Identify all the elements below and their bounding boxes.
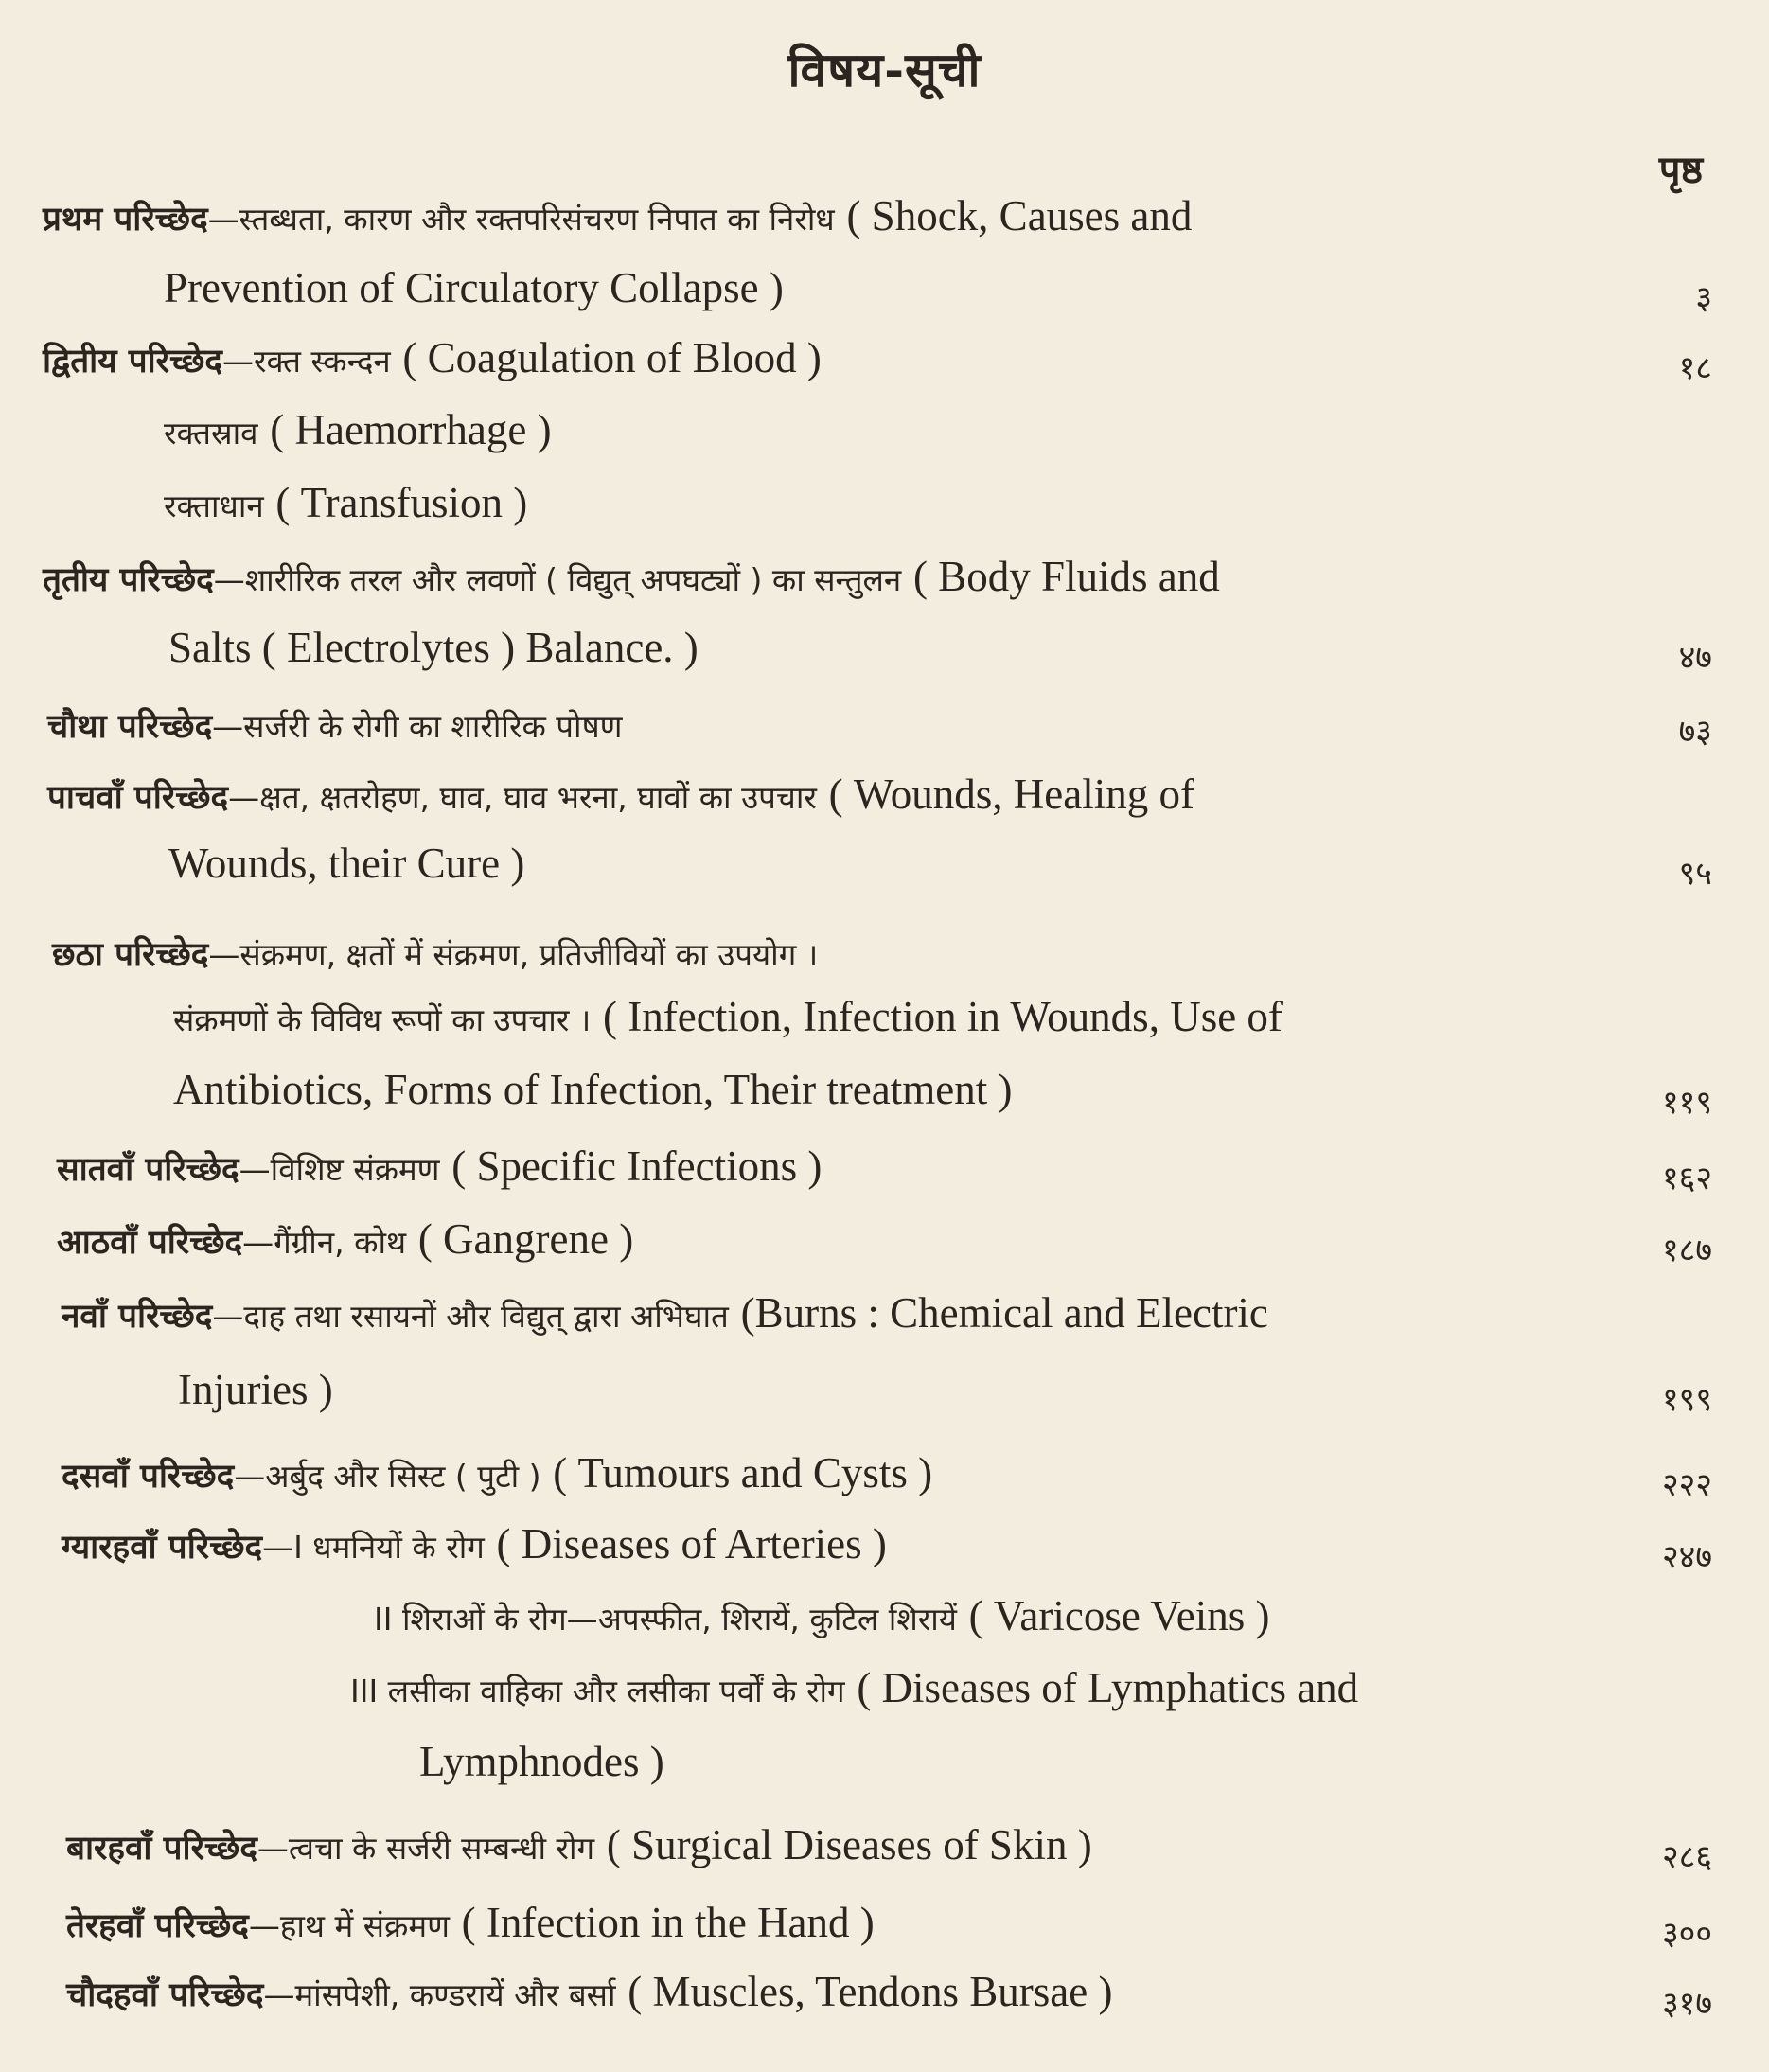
page-number: ७३ [1678, 713, 1712, 751]
english-title-cont: Prevention of Circulatory Collapse ) [164, 264, 784, 311]
toc-entry-9-line-1 [62, 1290, 1268, 1337]
page-title: विषय-सूची [787, 42, 982, 97]
toc-entry-13 [66, 1900, 875, 1947]
chapter-label: प्रथम परिच्छेद [43, 201, 208, 239]
hindi-title: —क्षत, क्षतरोहण, घाव, घाव भरना, घावों का उपचार [228, 779, 817, 816]
hindi-title: —दाह तथा रसायनों और विद्युत् द्वारा अभिघात [212, 1298, 729, 1335]
english-title-cont: Wounds, their Cure ) [168, 840, 525, 887]
page-number: २२२ [1661, 1466, 1712, 1504]
english-title: ( Haemorrhage ) [270, 406, 552, 453]
page-number: २४७ [1661, 1538, 1712, 1576]
page-number: ४७ [1678, 639, 1712, 677]
page-number: ११९ [1661, 1084, 1712, 1122]
english-title: ( Infection, Infection in Wounds, Use of [603, 993, 1283, 1040]
toc-subentry-veins [374, 1593, 1270, 1640]
toc-entry-6-line-2 [173, 994, 1283, 1041]
page-number: १६२ [1661, 1160, 1712, 1197]
toc-entry-1-line-2 [164, 265, 784, 312]
english-title: ( Tumours and Cysts ) [553, 1449, 933, 1496]
toc-entry-2 [43, 335, 822, 382]
english-title: ( Diseases of Lymphatics and [857, 1664, 1359, 1711]
english-title: (Burns : Chemical and Electric [740, 1289, 1268, 1337]
english-title: ( Diseases of Arteries ) [496, 1520, 887, 1567]
chapter-label: चौदहवाँ परिच्छेद [66, 1976, 264, 2014]
toc-subentry-transfusion [164, 480, 527, 527]
hindi-title: —स्तब्धता, कारण और रक्तपरिसंचरण निपात का निरोध [207, 201, 835, 238]
page-number: २८६ [1661, 1838, 1712, 1876]
hindi-title: —गैंग्रीन, कोथ [242, 1224, 407, 1261]
english-title: ( Wounds, Healing of [828, 770, 1194, 818]
hindi-title: —I धमनियों के रोग [262, 1529, 485, 1566]
chapter-label: द्वितीय परिच्छेद [43, 343, 222, 381]
english-title: ( Infection in the Hand ) [461, 1899, 875, 1946]
page-number: १८ [1678, 349, 1712, 387]
hindi-title: —सर्जरी के रोगी का शारीरिक पोषण [212, 708, 623, 745]
english-title: ( Body Fluids and [912, 553, 1220, 600]
chapter-label: पाचवाँ परिच्छेद [47, 779, 229, 817]
hindi-title: —हाथ में संक्रमण [248, 1907, 450, 1944]
chapter-label: दसवाँ परिच्छेद [62, 1458, 235, 1496]
english-title-cont: Lymphnodes ) [419, 1738, 664, 1785]
hindi-title: —मांसपेशी, कण्डरायें और बर्सा [263, 1976, 616, 2013]
page-number: ३०० [1661, 1915, 1712, 1953]
english-title-cont: Injuries ) [178, 1366, 333, 1413]
hindi-title: —त्वचा के सर्जरी सम्बन्धी रोग [257, 1830, 595, 1867]
page-number: ९५ [1678, 855, 1712, 893]
toc-subentry-lymphatics-line-1 [350, 1665, 1358, 1712]
hindi-title: —संक्रमण, क्षतों में संक्रमण, प्रतिजीवियों का उपयोग । [208, 936, 819, 973]
toc-entry-3-line-1 [43, 554, 1220, 601]
page-number: १८७ [1661, 1231, 1712, 1269]
hindi-title: —विशिष्ट संक्रमण [239, 1151, 440, 1188]
chapter-label: तृतीय परिच्छेद [43, 561, 214, 599]
page-number: १९९ [1661, 1381, 1712, 1419]
english-title: ( Shock, Causes and [846, 192, 1193, 239]
english-title: ( Varicose Veins ) [968, 1592, 1270, 1639]
hindi-title: —शारीरिक तरल और लवणों ( विद्युत् अपघट्यों ) का सन्तुलन [213, 561, 902, 598]
page-column-header: पृष्ठ [1658, 148, 1703, 192]
english-title: ( Specific Infections ) [451, 1142, 823, 1190]
toc-entry-3-line-2 [168, 625, 699, 672]
toc-entry-5-line-2 [168, 841, 524, 888]
toc-entry-12 [66, 1822, 1092, 1869]
toc-entry-8 [57, 1216, 633, 1264]
english-title: ( Coagulation of Blood ) [402, 334, 822, 381]
toc-entry-5-line-1 [47, 771, 1194, 819]
english-title: ( Muscles, Tendons Bursae ) [628, 1968, 1113, 2015]
toc-entry-6-line-1 [52, 932, 818, 974]
chapter-label: नवाँ परिच्छेद [62, 1298, 213, 1336]
english-title: ( Surgical Diseases of Skin ) [606, 1821, 1092, 1868]
toc-entry-7 [57, 1143, 822, 1191]
toc-entry-6-line-3 [173, 1067, 1012, 1114]
hindi-title: —अर्बुद और सिस्ट ( पुटी ) [234, 1458, 541, 1495]
toc-entry-10 [62, 1450, 932, 1497]
chapter-label: ग्यारहवाँ परिच्छेद [62, 1529, 263, 1567]
toc-entry-9-line-2 [178, 1367, 333, 1414]
hindi-title: रक्ताधान [164, 487, 264, 524]
chapter-label: सातवाँ परिच्छेद [57, 1151, 239, 1189]
toc-entry-4 [47, 704, 623, 746]
english-title-cont: Antibiotics, Forms of Infection, Their treatment ) [173, 1066, 1013, 1113]
toc-entry-1-line-1 [43, 193, 1192, 240]
page-number: ३१७ [1661, 1985, 1712, 2023]
hindi-title: —रक्त स्कन्दन [221, 343, 391, 380]
hindi-title-cont: संक्रमणों के विविध रूपों का उपचार । [173, 1001, 592, 1038]
chapter-label: तेरहवाँ परिच्छेद [66, 1907, 249, 1945]
hindi-title: रक्तस्राव [164, 415, 258, 452]
toc-subentry-haemorrhage [164, 407, 552, 454]
hindi-title: III लसीका वाहिका और लसीका पर्वों के रोग [350, 1673, 845, 1709]
toc-entry-11 [62, 1521, 887, 1568]
english-title-cont: Salts ( Electrolytes ) Balance. ) [168, 624, 699, 671]
chapter-label: छठा परिच्छेद [52, 936, 209, 974]
hindi-title: II शिराओं के रोग—अपस्फीत, शिरायें, कुटिल शिरायें [374, 1601, 957, 1638]
page-number: ३ [1695, 279, 1712, 317]
english-title: ( Transfusion ) [275, 479, 528, 526]
toc-subentry-lymphatics-line-2 [419, 1739, 664, 1786]
english-title: ( Gangrene ) [417, 1215, 634, 1263]
chapter-label: बारहवाँ परिच्छेद [66, 1830, 257, 1868]
chapter-label: चौथा परिच्छेद [47, 708, 213, 746]
chapter-label: आठवाँ परिच्छेद [57, 1224, 243, 1262]
toc-entry-14 [66, 1969, 1112, 2016]
